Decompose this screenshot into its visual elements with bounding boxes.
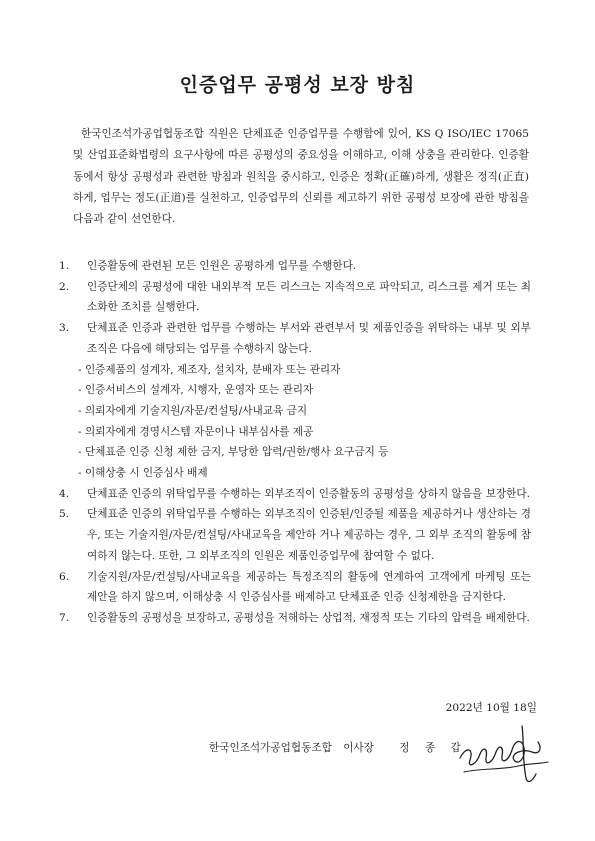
policy-list: [59, 256, 531, 629]
subitem: - 의뢰자에게 경영시스템 자문이나 내부심사를 제공: [78, 425, 314, 438]
item-number: 4.: [59, 487, 70, 500]
item-text: 기술지원/자문/컨설팅/사내교육을 제공하는 특정조직의 활동에 연계하여 고객에게 마케팅 또는 제안을 하지 않으며, 이해상충 시 인증심사를 배제하고 단체표준 인증 신청제한을 금지한다.: [87, 570, 531, 604]
item-text: 인증단체의 공평성에 대한 내외부적 모든 리스크는 지속적으로 파악되고, 리스크를 제거 또는 최소화한 조치를 실행한다.: [87, 280, 531, 314]
item-text: 단체표준 인증의 위탁업무를 수행하는 외부조직이 인증된/인증될 제품을 제공하거나 생산하는 경우, 또는 기술지원/자문/컨설팅/사내교육을 제안하 거나 제공하는 경우, 그 외부 조직의 활동에 참여하지 않는다. 또한, 그 외부조직의 인원은 제품인증업무에 참여할 수 없다.: [87, 508, 531, 562]
item-number: 1.: [59, 260, 70, 272]
signer-line: [209, 740, 467, 755]
item-number: 7.: [59, 611, 70, 624]
policy-item-4: [59, 484, 531, 505]
policy-item-5: [59, 504, 531, 566]
issue-date: 2022년 10월 18일: [445, 702, 537, 714]
intro-paragraph: 한국인조석가공업협동조합 직원은 단체표준 인증업무를 수행함에 있어, KS Q ISO/IEC 17065 및 산업표준화법령의 요구사항에 따른 공평성의 중요성을 이해하고, 이해 상충을 관리한다. 인증활동에서 항상 공평성과 관련한 방침과 원칙을 중시하고, 인증은 정확(正確)하게, 생활은 정직(正直)하게, 업무는 정도(正道)를 실천하고, 인증업무의 신뢰를 제고하기 위한 공평성 보장에 관한 방침을 다음과 같이 선언한다.: [73, 128, 529, 226]
signer-organization: 한국인조석가공업협동조합: [209, 742, 332, 754]
handwritten-signature: [452, 718, 552, 788]
signer-role: 이사장: [343, 742, 374, 754]
subitem: - 단체표준 인증 신청 제한 금지, 부당한 압력/권한/행사 요구금지 등: [78, 446, 389, 459]
policy-item-6: [59, 567, 531, 608]
item-number: 3.: [59, 322, 70, 335]
item-text: 인증활동의 공평성을 보장하고, 공평성을 저해하는 상업적, 재정적 또는 기타의 압력을 배제한다.: [87, 611, 530, 624]
subitem: - 의뢰자에게 기술지원/자문/컨설팅/사내교육 금지: [78, 404, 308, 417]
item-text: 단체표준 인증의 위탁업무를 수행하는 외부조직이 인증활동의 공평성을 상하지 않음을 보장한다.: [87, 487, 531, 500]
item-text: 인증활동에 관련된 모든 인원은 공평하게 업무를 수행한다.: [87, 260, 357, 272]
policy-item-2: [59, 277, 531, 318]
item-number: 5.: [59, 508, 70, 521]
item-number: 6.: [59, 570, 70, 583]
signer-name: 정 종 갑: [399, 742, 467, 754]
document-title: 인증업무 공평성 보장 방침: [179, 74, 416, 96]
subitem: - 인증서비스의 설계자, 시행자, 운영자 또는 관리자: [78, 384, 314, 397]
policy-item-1: [59, 256, 531, 277]
policy-item-7: [59, 608, 531, 629]
subitem: - 인증제품의 설계자, 제조자, 설치자, 분배자 또는 관리자: [78, 363, 341, 376]
policy-item-3: [59, 318, 531, 359]
subitem: - 이해상충 시 인증심사 배제: [78, 467, 208, 480]
item-text: 단체표준 인증과 관련한 업무를 수행하는 부서와 관련부서 및 제품인증을 위탁하는 내부 및 외부조직은 다음에 해당되는 업무를 수행하지 않는다.: [87, 322, 531, 355]
item-number: 2.: [59, 280, 70, 293]
